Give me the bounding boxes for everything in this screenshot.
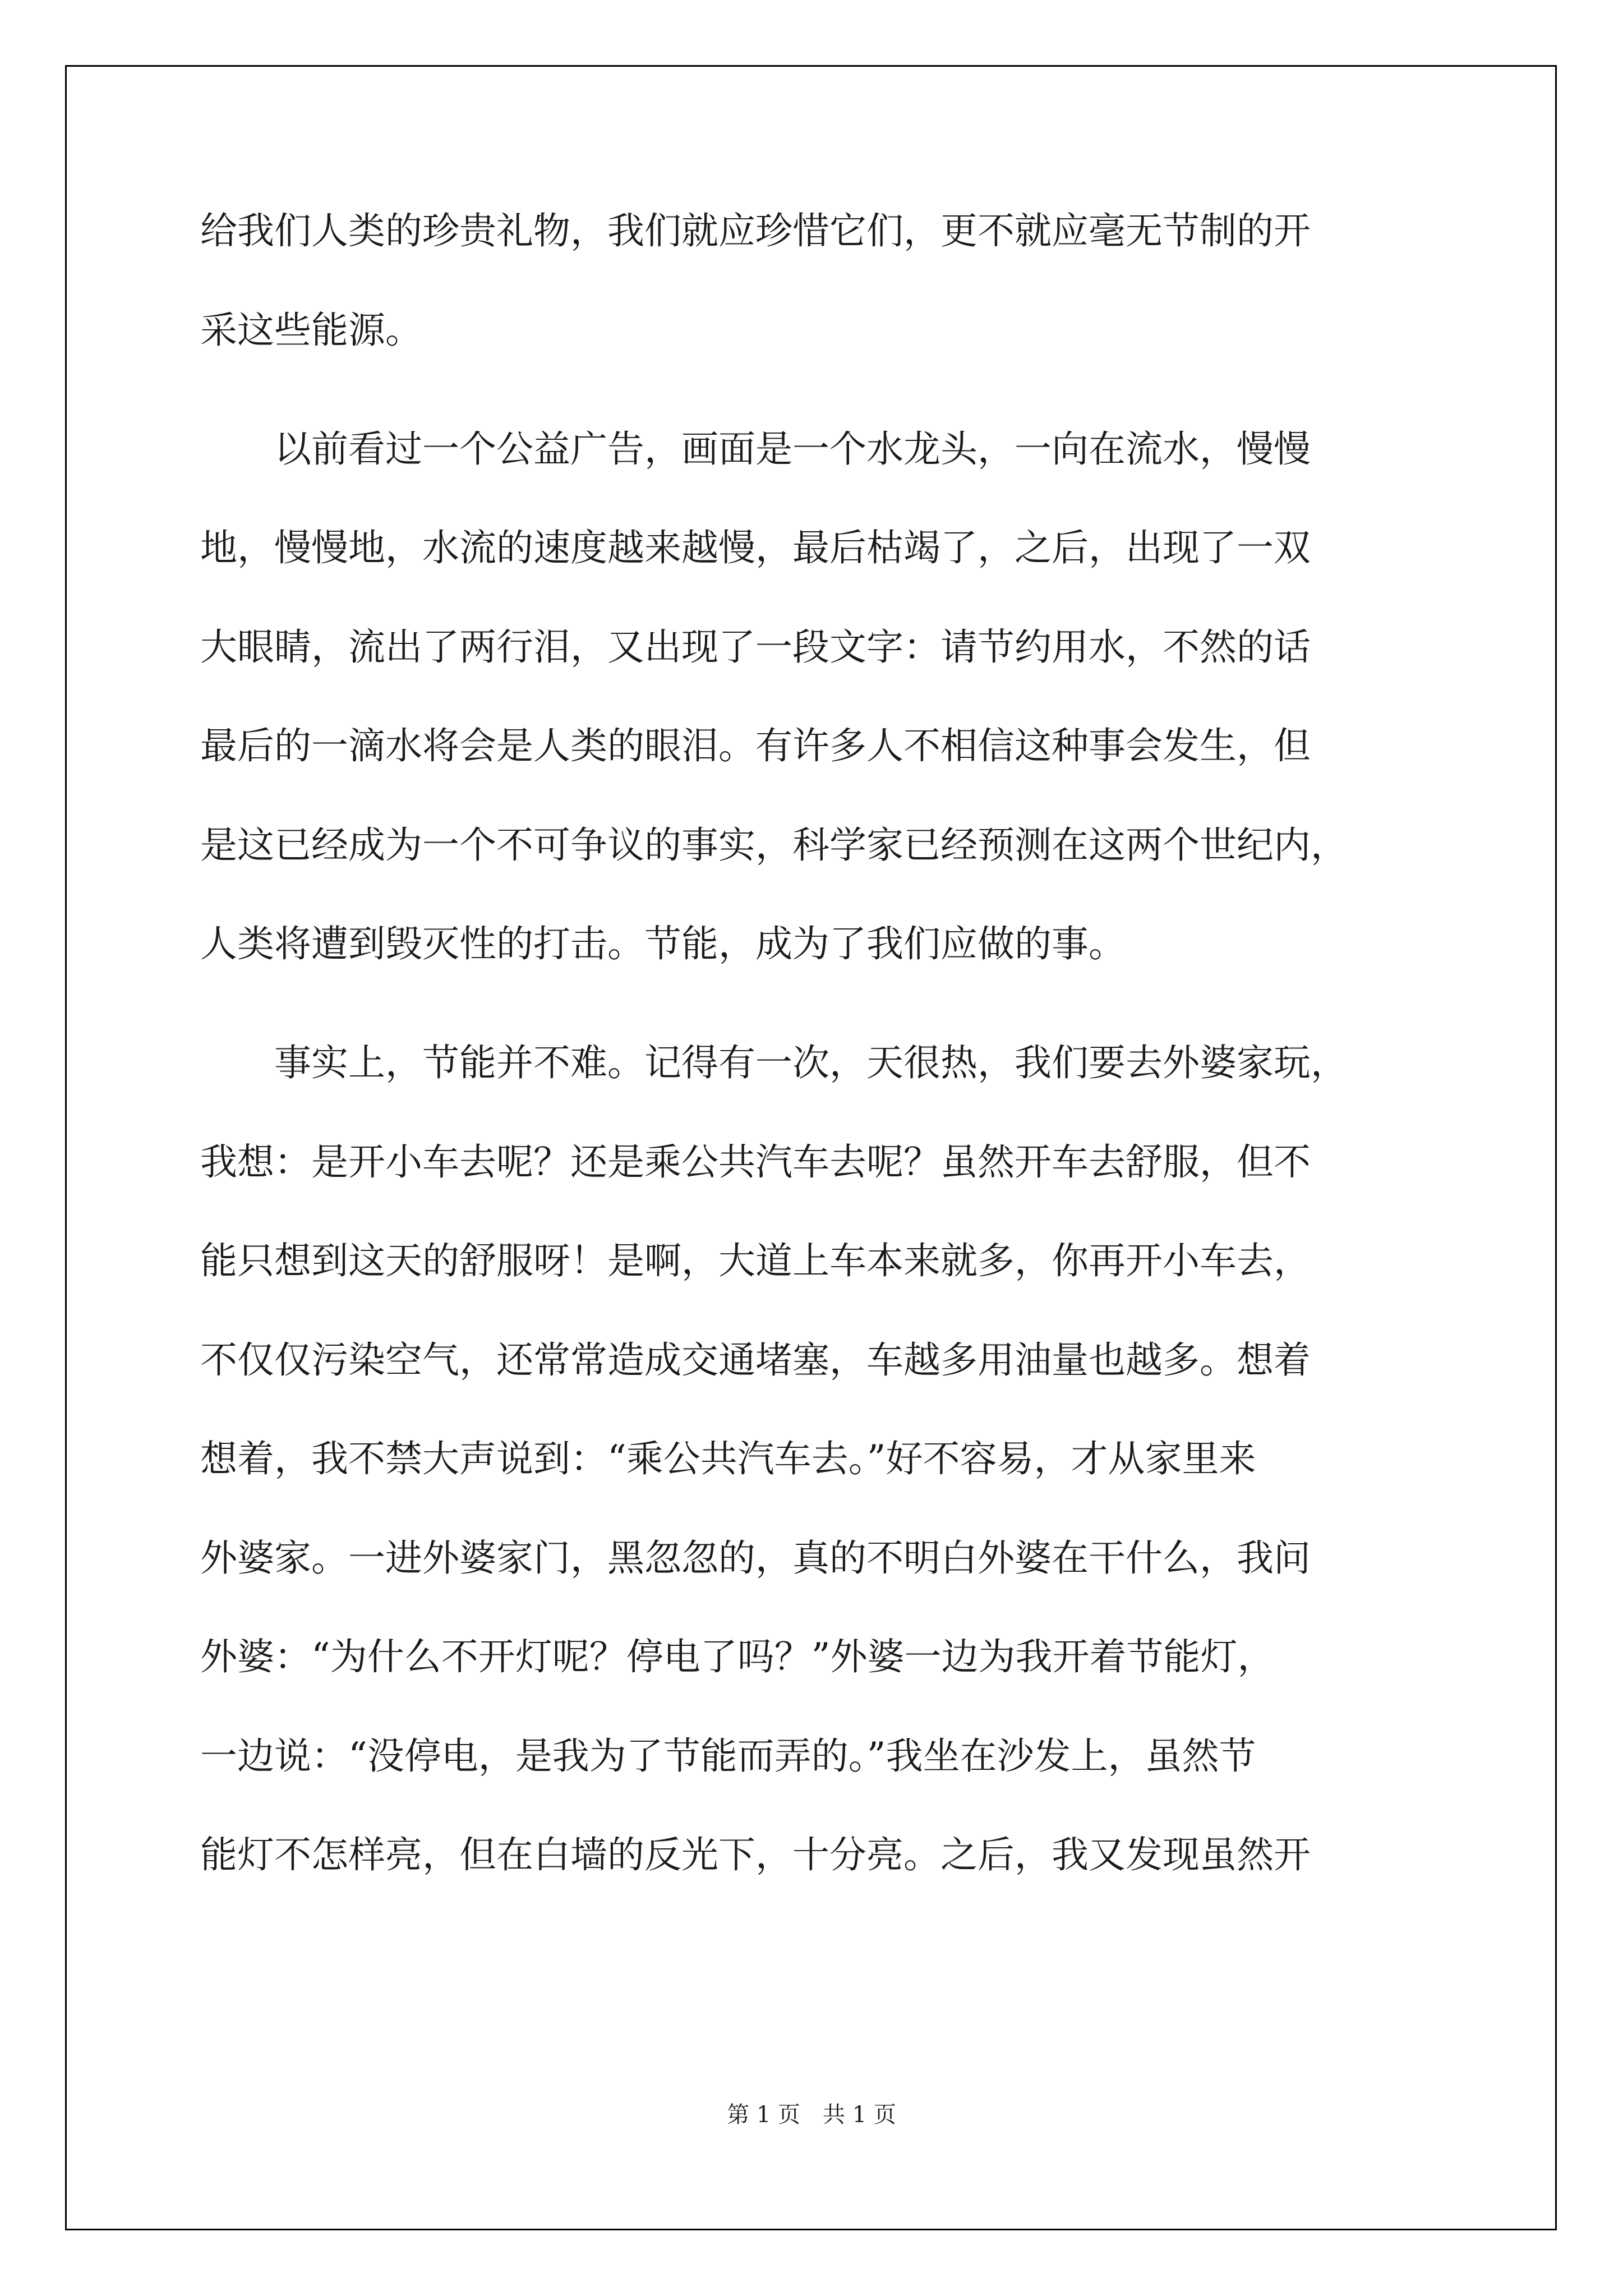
- page-number-footer: 第 1 页 共 1 页: [727, 2102, 896, 2128]
- text-line: 大眼睛，流出了两行泪，又出现了一段文字：请节约用水，不然的话: [200, 625, 1311, 669]
- text-line: 不仅仅污染空气，还常常造成交通堵塞，车越多用油量也越多。想着: [200, 1338, 1311, 1382]
- text-line: 是这已经成为一个不可争议的事实，科学家已经预测在这两个世纪内，: [200, 823, 1348, 867]
- text-line: 能只想到这天的舒服呀！是啊，大道上车本来就多，你再开小车去，: [200, 1239, 1311, 1282]
- text-line: 外婆：“为什么不开灯呢？停电了吗？”外婆一边为我开着节能灯，: [200, 1635, 1275, 1678]
- text-line: 采这些能源。: [200, 309, 422, 352]
- text-line: 以前看过一个公益广告，画面是一个水龙头，一向在流水，慢慢: [200, 427, 1311, 471]
- text-line: 地，慢慢地，水流的速度越来越慢，最后枯竭了，之后，出现了一双: [200, 526, 1311, 569]
- text-line: 最后的一滴水将会是人类的眼泪。有许多人不相信这种事会发生，但: [200, 724, 1311, 767]
- text-line: 给我们人类的珍贵礼物，我们就应珍惜它们，更不就应毫无节制的开: [200, 209, 1311, 252]
- text-line: 人类将遭到毁灭性的打击。节能，成为了我们应做的事。: [200, 922, 1126, 965]
- text-line: 外婆家。一进外婆家门，黑忽忽的，真的不明白外婆在干什么，我问: [200, 1536, 1311, 1580]
- text-line: 能灯不怎样亮，但在白墙的反光下，十分亮。之后，我又发现虽然开: [200, 1833, 1311, 1876]
- text-line: 想着，我不禁大声说到：“乘公共汽车去。”好不容易，才从家里来: [200, 1437, 1256, 1480]
- text-line: 一边说：“没停电，是我为了节能而弄的。”我坐在沙发上，虽然节: [200, 1734, 1256, 1778]
- text-line: 事实上，节能并不难。记得有一次，天很热，我们要去外婆家玩，: [200, 1041, 1348, 1084]
- text-line: 我想：是开小车去呢？还是乘公共汽车去呢？虽然开车去舒服，但不: [200, 1140, 1311, 1184]
